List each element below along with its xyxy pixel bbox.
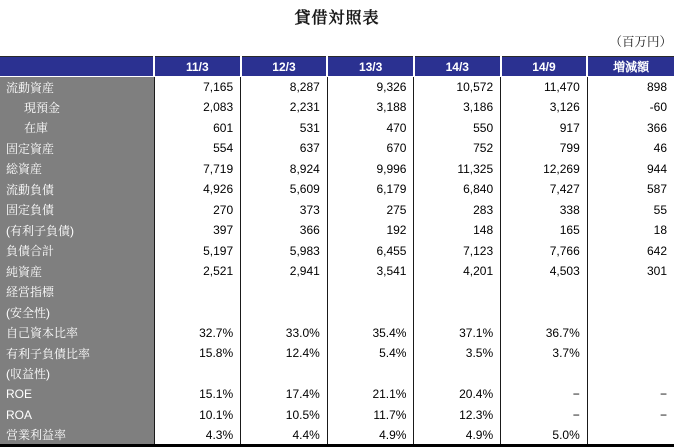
cell-value: 5.4% (327, 343, 414, 364)
row-label: 純資産 (0, 261, 154, 282)
cell-value: 338 (501, 200, 588, 221)
cell-value: 9,996 (327, 159, 414, 180)
cell-value: 36.7% (501, 323, 588, 344)
cell-value: − (587, 405, 674, 426)
cell-value (587, 282, 674, 303)
cell-value: 5,197 (154, 241, 241, 262)
cell-value: 32.7% (154, 323, 241, 344)
cell-value: 554 (154, 138, 241, 159)
table-row (0, 364, 674, 385)
cell-value (414, 302, 501, 323)
balance-sheet-table-body (0, 77, 674, 446)
table-row (0, 159, 674, 180)
cell-value: 642 (587, 241, 674, 262)
table-row (0, 220, 674, 241)
cell-value: 5.0% (501, 425, 588, 446)
cell-value: 20.4% (414, 384, 501, 405)
row-label: 有利子負債比率 (0, 343, 154, 364)
cell-value (587, 343, 674, 364)
row-label: 固定負債 (0, 200, 154, 221)
table-row (0, 425, 674, 446)
cell-value: − (501, 405, 588, 426)
row-label: 現預金 (0, 97, 154, 118)
cell-value (241, 302, 328, 323)
row-label: (有利子負債) (0, 220, 154, 241)
cell-value (587, 364, 674, 385)
cell-value: 373 (241, 200, 328, 221)
column-header: 14/3 (414, 57, 501, 77)
column-header: 13/3 (327, 57, 414, 77)
cell-value: 366 (587, 118, 674, 139)
cell-value: 7,766 (501, 241, 588, 262)
cell-value: 33.0% (241, 323, 328, 344)
cell-value: 752 (414, 138, 501, 159)
column-header: 14/9 (501, 57, 588, 77)
table-row (0, 200, 674, 221)
header-corner-cell (0, 57, 154, 77)
cell-value (587, 302, 674, 323)
cell-value: 12.4% (241, 343, 328, 364)
cell-value: 37.1% (414, 323, 501, 344)
column-header: 増減額 (587, 57, 674, 77)
cell-value: 470 (327, 118, 414, 139)
row-label: 負債合計 (0, 241, 154, 262)
table-row (0, 384, 674, 405)
cell-value: 15.1% (154, 384, 241, 405)
table-row (0, 323, 674, 344)
cell-value: − (587, 384, 674, 405)
cell-value: 55 (587, 200, 674, 221)
cell-value (327, 364, 414, 385)
table-header (0, 57, 674, 77)
cell-value: 3,541 (327, 261, 414, 282)
row-label: ROA (0, 405, 154, 426)
table-row (0, 405, 674, 426)
cell-value: − (501, 384, 588, 405)
cell-value: 397 (154, 220, 241, 241)
cell-value: 637 (241, 138, 328, 159)
row-label: 自己資本比率 (0, 323, 154, 344)
row-label: 在庫 (0, 118, 154, 139)
cell-value: 4.9% (414, 425, 501, 446)
header-row (0, 57, 674, 77)
cell-value (241, 282, 328, 303)
cell-value: 10,572 (414, 77, 501, 98)
cell-value: 8,924 (241, 159, 328, 180)
cell-value: 4,503 (501, 261, 588, 282)
cell-value (154, 364, 241, 385)
table-row (0, 77, 674, 98)
column-header: 11/3 (154, 57, 241, 77)
table-row (0, 138, 674, 159)
cell-value: 2,521 (154, 261, 241, 282)
column-header: 12/3 (241, 57, 328, 77)
cell-value: 11,470 (501, 77, 588, 98)
cell-value: 283 (414, 200, 501, 221)
cell-value: 6,840 (414, 179, 501, 200)
cell-value: 2,083 (154, 97, 241, 118)
cell-value: 46 (587, 138, 674, 159)
cell-value (501, 302, 588, 323)
cell-value (587, 425, 674, 446)
cell-value (154, 282, 241, 303)
row-label: 固定資産 (0, 138, 154, 159)
table-row (0, 302, 674, 323)
row-label: 流動資産 (0, 77, 154, 98)
cell-value (501, 364, 588, 385)
row-label: 総資産 (0, 159, 154, 180)
cell-value: 12,269 (501, 159, 588, 180)
cell-value: 670 (327, 138, 414, 159)
cell-value: 4,926 (154, 179, 241, 200)
cell-value: -60 (587, 97, 674, 118)
cell-value: 550 (414, 118, 501, 139)
cell-value: 7,719 (154, 159, 241, 180)
cell-value (587, 323, 674, 344)
cell-value (501, 282, 588, 303)
row-label: 流動負債 (0, 179, 154, 200)
cell-value: 366 (241, 220, 328, 241)
cell-value: 6,455 (327, 241, 414, 262)
cell-value: 4.9% (327, 425, 414, 446)
cell-value: 2,231 (241, 97, 328, 118)
table-row (0, 343, 674, 364)
cell-value: 3.7% (501, 343, 588, 364)
table-row (0, 241, 674, 262)
cell-value: 601 (154, 118, 241, 139)
table-row (0, 118, 674, 139)
cell-value: 898 (587, 77, 674, 98)
cell-value: 21.1% (327, 384, 414, 405)
balance-sheet-table (0, 56, 674, 447)
cell-value: 3.5% (414, 343, 501, 364)
cell-value (327, 302, 414, 323)
cell-value (327, 282, 414, 303)
table-row (0, 97, 674, 118)
cell-value: 917 (501, 118, 588, 139)
unit-label: （百万円） (609, 35, 672, 49)
cell-value: 531 (241, 118, 328, 139)
cell-value (414, 364, 501, 385)
cell-value: 4.3% (154, 425, 241, 446)
cell-value (414, 282, 501, 303)
cell-value: 15.8% (154, 343, 241, 364)
cell-value: 7,427 (501, 179, 588, 200)
cell-value: 12.3% (414, 405, 501, 426)
cell-value: 10.5% (241, 405, 328, 426)
cell-value: 9,326 (327, 77, 414, 98)
cell-value (241, 364, 328, 385)
cell-value: 35.4% (327, 323, 414, 344)
page-title: 貸借対照表 (294, 10, 380, 27)
row-label: 経営指標 (0, 282, 154, 303)
row-label: 営業利益率 (0, 425, 154, 446)
cell-value: 3,188 (327, 97, 414, 118)
cell-value: 270 (154, 200, 241, 221)
cell-value: 301 (587, 261, 674, 282)
cell-value: 148 (414, 220, 501, 241)
cell-value: 7,165 (154, 77, 241, 98)
table-row (0, 282, 674, 303)
cell-value: 4.4% (241, 425, 328, 446)
row-label: ROE (0, 384, 154, 405)
cell-value: 17.4% (241, 384, 328, 405)
cell-value: 5,983 (241, 241, 328, 262)
cell-value: 11.7% (327, 405, 414, 426)
cell-value: 7,123 (414, 241, 501, 262)
cell-value: 5,609 (241, 179, 328, 200)
cell-value: 3,186 (414, 97, 501, 118)
cell-value: 587 (587, 179, 674, 200)
cell-value: 944 (587, 159, 674, 180)
cell-value: 18 (587, 220, 674, 241)
cell-value: 3,126 (501, 97, 588, 118)
cell-value: 2,941 (241, 261, 328, 282)
cell-value: 799 (501, 138, 588, 159)
cell-value: 11,325 (414, 159, 501, 180)
cell-value: 6,179 (327, 179, 414, 200)
cell-value: 10.1% (154, 405, 241, 426)
cell-value: 4,201 (414, 261, 501, 282)
cell-value: 192 (327, 220, 414, 241)
cell-value: 275 (327, 200, 414, 221)
cell-value (154, 302, 241, 323)
row-label: (安全性) (0, 302, 154, 323)
cell-value: 165 (501, 220, 588, 241)
row-label: (収益性) (0, 364, 154, 385)
table-row (0, 261, 674, 282)
table-row (0, 179, 674, 200)
cell-value: 8,287 (241, 77, 328, 98)
